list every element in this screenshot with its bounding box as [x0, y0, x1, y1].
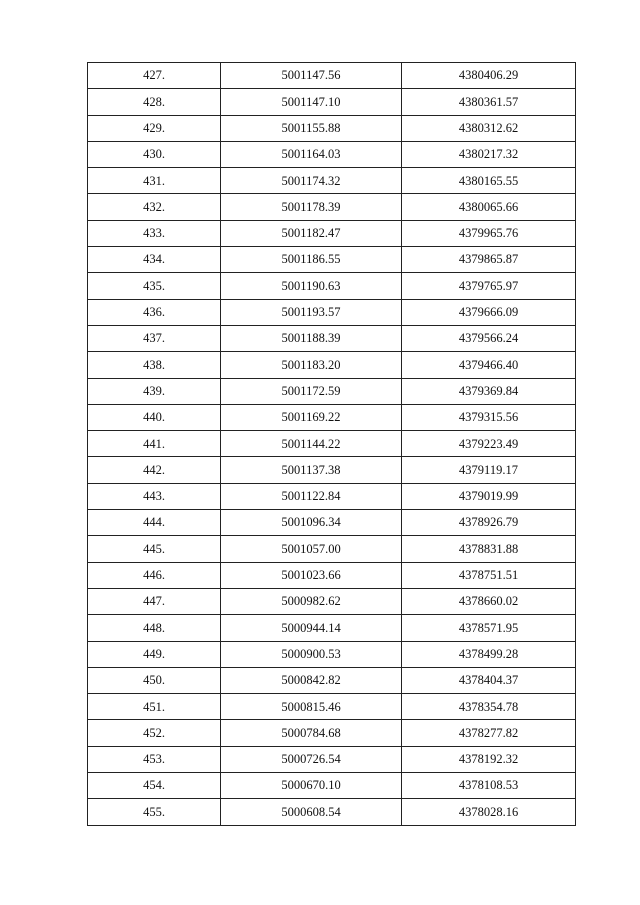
x-coordinate-cell: 5001178.39 — [221, 194, 402, 220]
x-coordinate-cell: 5001096.34 — [221, 510, 402, 536]
table-row — [88, 299, 576, 325]
y-coordinate-cell: 4380406.29 — [402, 63, 576, 89]
x-coordinate-cell: 5000842.82 — [221, 667, 402, 693]
table-row — [88, 352, 576, 378]
table-row — [88, 641, 576, 667]
table-row — [88, 89, 576, 115]
point-number-cell: 449. — [88, 641, 221, 667]
y-coordinate-cell: 4379666.09 — [402, 299, 576, 325]
point-number-cell: 444. — [88, 510, 221, 536]
point-number-cell: 438. — [88, 352, 221, 378]
y-coordinate-cell: 4379315.56 — [402, 404, 576, 430]
point-number-cell: 441. — [88, 431, 221, 457]
table-row — [88, 746, 576, 772]
y-coordinate-cell: 4378660.02 — [402, 588, 576, 614]
table-row — [88, 483, 576, 509]
table-row — [88, 431, 576, 457]
x-coordinate-cell: 5001188.39 — [221, 325, 402, 351]
table-row — [88, 378, 576, 404]
y-coordinate-cell: 4379119.17 — [402, 457, 576, 483]
table-row — [88, 115, 576, 141]
y-coordinate-cell: 4379965.76 — [402, 220, 576, 246]
y-coordinate-cell: 4378751.51 — [402, 562, 576, 588]
x-coordinate-cell: 5001023.66 — [221, 562, 402, 588]
point-number-cell: 436. — [88, 299, 221, 325]
point-number-cell: 430. — [88, 141, 221, 167]
y-coordinate-cell: 4380312.62 — [402, 115, 576, 141]
table-row — [88, 63, 576, 89]
table-row — [88, 220, 576, 246]
table-row — [88, 273, 576, 299]
point-number-cell: 445. — [88, 536, 221, 562]
x-coordinate-cell: 5001172.59 — [221, 378, 402, 404]
point-number-cell: 451. — [88, 694, 221, 720]
y-coordinate-cell: 4379765.97 — [402, 273, 576, 299]
point-number-cell: 432. — [88, 194, 221, 220]
table-row — [88, 247, 576, 273]
y-coordinate-cell: 4378831.88 — [402, 536, 576, 562]
y-coordinate-cell: 4379865.87 — [402, 247, 576, 273]
x-coordinate-cell: 5000944.14 — [221, 615, 402, 641]
table-row — [88, 510, 576, 536]
table-row — [88, 404, 576, 430]
table-row — [88, 615, 576, 641]
point-number-cell: 448. — [88, 615, 221, 641]
point-number-cell: 447. — [88, 588, 221, 614]
y-coordinate-cell: 4378192.32 — [402, 746, 576, 772]
table-row — [88, 536, 576, 562]
x-coordinate-cell: 5001186.55 — [221, 247, 402, 273]
x-coordinate-cell: 5000670.10 — [221, 773, 402, 799]
y-coordinate-cell: 4380361.57 — [402, 89, 576, 115]
x-coordinate-cell: 5001193.57 — [221, 299, 402, 325]
x-coordinate-cell: 5000784.68 — [221, 720, 402, 746]
table-row — [88, 773, 576, 799]
x-coordinate-cell: 5000900.53 — [221, 641, 402, 667]
point-number-cell: 439. — [88, 378, 221, 404]
table-row — [88, 141, 576, 167]
x-coordinate-cell: 5001147.10 — [221, 89, 402, 115]
point-number-cell: 440. — [88, 404, 221, 430]
table-row — [88, 694, 576, 720]
y-coordinate-cell: 4379019.99 — [402, 483, 576, 509]
x-coordinate-cell: 5001183.20 — [221, 352, 402, 378]
y-coordinate-cell: 4379566.24 — [402, 325, 576, 351]
point-number-cell: 450. — [88, 667, 221, 693]
x-coordinate-cell: 5001190.63 — [221, 273, 402, 299]
coordinates-table-body — [88, 63, 576, 826]
point-number-cell: 433. — [88, 220, 221, 246]
point-number-cell: 431. — [88, 168, 221, 194]
y-coordinate-cell: 4378277.82 — [402, 720, 576, 746]
x-coordinate-cell: 5000608.54 — [221, 799, 402, 825]
x-coordinate-cell: 5001155.88 — [221, 115, 402, 141]
point-number-cell: 434. — [88, 247, 221, 273]
y-coordinate-cell: 4380217.32 — [402, 141, 576, 167]
table-row — [88, 720, 576, 746]
x-coordinate-cell: 5000982.62 — [221, 588, 402, 614]
table-row — [88, 325, 576, 351]
x-coordinate-cell: 5000815.46 — [221, 694, 402, 720]
point-number-cell: 446. — [88, 562, 221, 588]
x-coordinate-cell: 5001164.03 — [221, 141, 402, 167]
x-coordinate-cell: 5001174.32 — [221, 168, 402, 194]
x-coordinate-cell: 5001144.22 — [221, 431, 402, 457]
x-coordinate-cell: 5001182.47 — [221, 220, 402, 246]
table-row — [88, 457, 576, 483]
x-coordinate-cell: 5001147.56 — [221, 63, 402, 89]
y-coordinate-cell: 4378108.53 — [402, 773, 576, 799]
y-coordinate-cell: 4379223.49 — [402, 431, 576, 457]
y-coordinate-cell: 4378499.28 — [402, 641, 576, 667]
point-number-cell: 437. — [88, 325, 221, 351]
table-row — [88, 194, 576, 220]
table-row — [88, 168, 576, 194]
y-coordinate-cell: 4378028.16 — [402, 799, 576, 825]
y-coordinate-cell: 4378354.78 — [402, 694, 576, 720]
x-coordinate-cell: 5001137.38 — [221, 457, 402, 483]
coordinates-table — [87, 62, 576, 826]
table-row — [88, 667, 576, 693]
y-coordinate-cell: 4379369.84 — [402, 378, 576, 404]
point-number-cell: 428. — [88, 89, 221, 115]
x-coordinate-cell: 5001122.84 — [221, 483, 402, 509]
point-number-cell: 427. — [88, 63, 221, 89]
table-row — [88, 799, 576, 825]
point-number-cell: 442. — [88, 457, 221, 483]
y-coordinate-cell: 4378404.37 — [402, 667, 576, 693]
y-coordinate-cell: 4379466.40 — [402, 352, 576, 378]
point-number-cell: 453. — [88, 746, 221, 772]
table-row — [88, 562, 576, 588]
y-coordinate-cell: 4378571.95 — [402, 615, 576, 641]
x-coordinate-cell: 5001169.22 — [221, 404, 402, 430]
y-coordinate-cell: 4378926.79 — [402, 510, 576, 536]
point-number-cell: 454. — [88, 773, 221, 799]
x-coordinate-cell: 5001057.00 — [221, 536, 402, 562]
point-number-cell: 455. — [88, 799, 221, 825]
y-coordinate-cell: 4380065.66 — [402, 194, 576, 220]
y-coordinate-cell: 4380165.55 — [402, 168, 576, 194]
x-coordinate-cell: 5000726.54 — [221, 746, 402, 772]
point-number-cell: 443. — [88, 483, 221, 509]
table-row — [88, 588, 576, 614]
point-number-cell: 435. — [88, 273, 221, 299]
point-number-cell: 452. — [88, 720, 221, 746]
point-number-cell: 429. — [88, 115, 221, 141]
